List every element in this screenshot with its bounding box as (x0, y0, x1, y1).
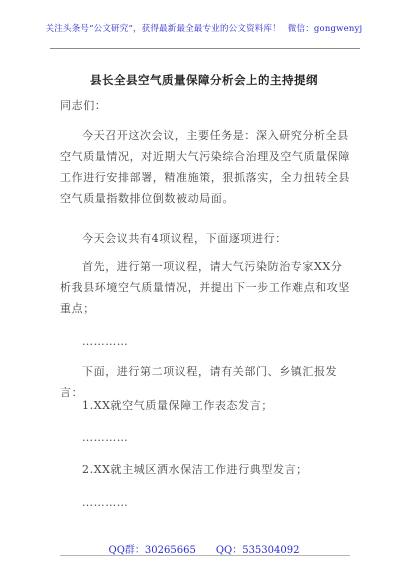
paragraph-item-1: 首先，进行第一项议程，请大气污染防治专家XX分析我县环境空气质量情况，并提出下一步工作难点和攻坚重点； (60, 260, 350, 315)
paragraph-subitem-2: 2.XX就主城区洒水保洁工作进行典型发言； (82, 463, 308, 476)
footer-contact (0, 541, 408, 556)
paragraph-ellipsis: ………… (82, 335, 129, 348)
document-title: 县长全县空气质量保障分析会上的主持提纲 (90, 73, 318, 87)
paragraph-item-2: 下面，进行第二项议程，请有关部门、乡镇汇报发言： (60, 365, 338, 399)
header-divider (50, 48, 360, 49)
paragraph-agenda: 今天会议共有4项议程，下面逐项进行： (82, 232, 287, 245)
paragraph-intro: 今天召开这次会议，主要任务是：深入研究分析全县空气质量情况，对近期大气污染综合治理及空气质量保障工作进行安排部署，精准施策，狠抓落实，全力扭转全县空气质量指数排位倒数被动局面。 (60, 129, 350, 205)
paragraph-subitem-1: 1.XX就空气质量保障工作表态发言； (82, 399, 273, 412)
footer-divider (60, 555, 350, 556)
header-note-promo: 关注头条号“公文研究”，获得最新最全最专业的公文资料库！ (45, 24, 281, 34)
footer-qq: QQ：535304092 (215, 545, 300, 556)
header-note-wechat: 微信：gongwenyj (287, 24, 363, 34)
paragraph-ellipsis: ………… (82, 496, 129, 509)
paragraph-ellipsis: ………… (82, 431, 129, 444)
footer-qq-group: QQ群：30265665 (108, 545, 196, 556)
greeting: 同志们： (60, 99, 107, 112)
header-note (0, 22, 408, 34)
